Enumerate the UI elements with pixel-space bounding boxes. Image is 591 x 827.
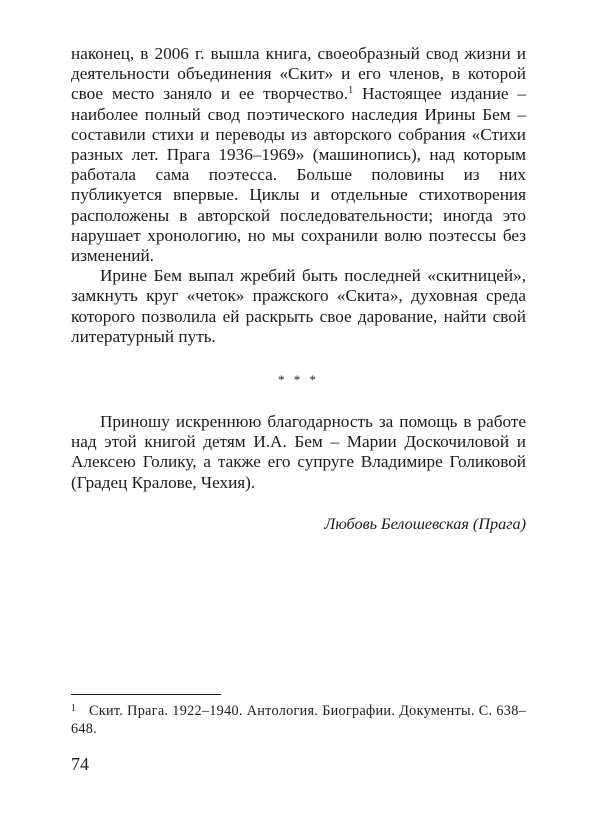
footnote-divider [71,694,221,695]
main-text-block [71,44,526,347]
footnote [71,700,526,738]
paragraph-2: Ирине Бем выпал жребий быть последней «скитницей», замкнуть круг «четок» пражского «Скита», духовная среда которого позволила ей раскрыть свое дарование, найти свой литературный путь. [71,266,526,346]
paragraph-1 [71,44,526,266]
section-separator: * * * [278,372,319,387]
page-number: 74 [71,754,89,774]
footnote-reference[interactable]: 1 [348,85,354,97]
paragraph-1-text-b: Настоящее издание – наиболее полный свод поэтического наследия Ирины Бем – составили стихи и переводы из авторского собрания «Стихи разных лет. Прага 1936–1969» (машинопись), над которым работала сама поэтесса. Больше половины из них публикуется впервые. Циклы и отдельные стихотворения расположены в авторской последовательности; иногда это нарушает хронологию, но мы сохранили волю поэтессы без изменений. [71,84,526,266]
paragraph-1-text-a: наконец, в 2006 г. вышла книга, своеобразный свод жизни и деятельности объединения «Скит» и его членов, в которой свое место заняло и ее творчество. [71,44,526,104]
acknowledgement-block [71,412,526,493]
footnote-number: 1 [71,703,76,714]
footnote-text: Скит. Прага. 1922–1940. Антология. Биографии. Документы. С. 638–648. [71,703,526,737]
author-signature: Любовь Белошевская (Прага) [324,515,526,533]
acknowledgement-paragraph: Приношу искреннюю благодарность за помощь в работе над этой книгой детям И.А. Бем – Марии Доскочиловой и Алексею Голику, а также его супруге Владимире Голиковой (Градец Кралове, Чехия). [71,412,526,492]
